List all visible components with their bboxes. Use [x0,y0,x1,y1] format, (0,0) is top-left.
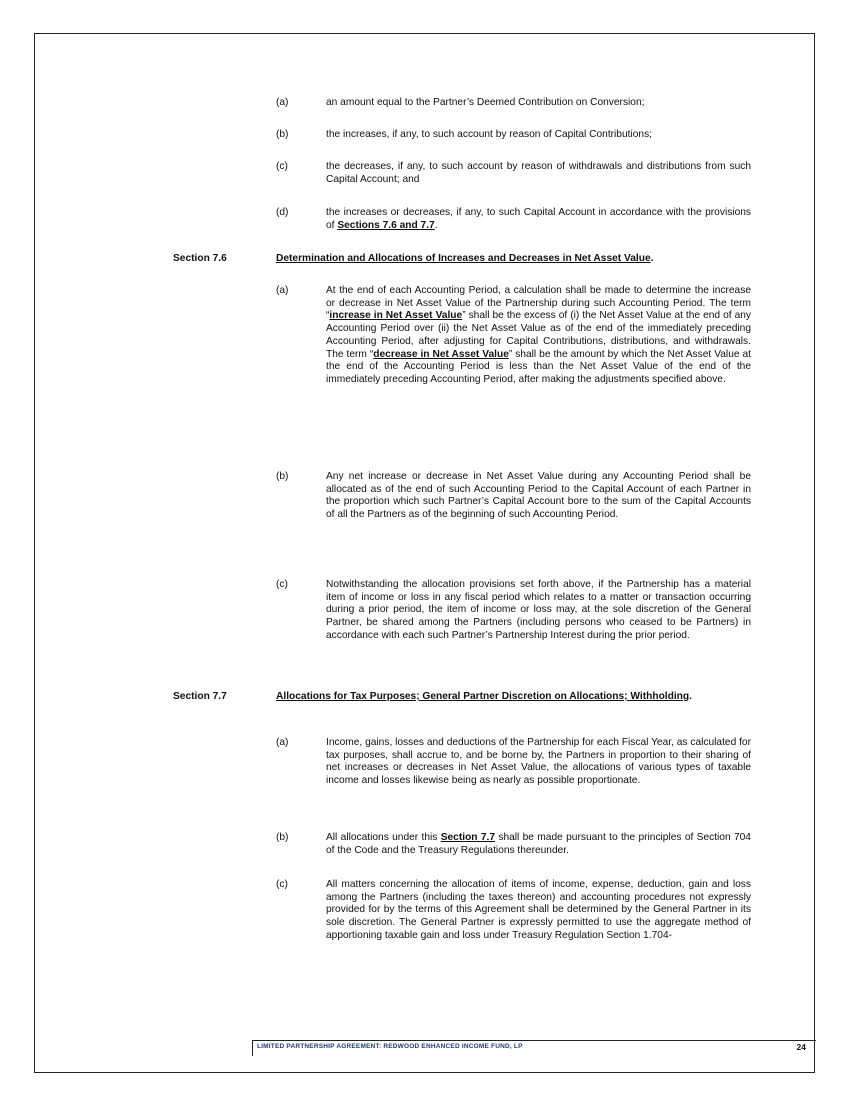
item-label: (b) [276,129,289,140]
section-title [276,253,752,266]
item-label: (b) [276,832,289,843]
item-text-pre: All allocations under this [326,832,441,843]
paragraph-part: ” shall be the amount by which the Net Asset Value at the end of the Accounting Period is less than the Net Asset Value of the end of the immediately preceding Accounting Period, after making the adjustments specified above. [326,348,752,385]
item-text: Any net increase or decrease in Net Asset Value during any Accounting Period shall be allocated as of the end of such Accounting Period to the Capital Account of each Partner in the proportion which such Partner’s Capital Account bore to the sum of the Capital Accounts of all the Partners as of the beginning of such Accounting Period. [326,471,751,521]
defined-term: decrease in Net Asset Value [373,348,509,360]
section-title [276,691,752,704]
item-label: (b) [276,471,289,482]
item-text: the decreases, if any, to such account by reason of withdrawals and distributions from such Capital Account; and [326,161,751,185]
item-text [326,285,751,387]
item-text [326,832,751,857]
section-title-text: Determination and Allocations of Increases and Decreases in Net Asset Value [276,253,651,264]
item-text: Notwithstanding the allocation provisions set forth above, if the Partnership has a material item of income or loss in any fiscal period which relates to a matter or transaction occurring during a prior period, the item of income or loss may, at the sole discretion of the General Partner, be shared among the Partners (including persons who ceased to be Partners) in accordance with each such Partner’s Partnership Interest during the prior period. [326,579,751,641]
paragraph-part: ” shall be the excess of (i) the Net Asset Value at the end of any Accounting Period over (ii) the Net Asset Value as of the end of the immediately preceding Accounting Period, after adjusting for Capital Contributions, distributions, and withdrawals. The term “ [326,310,751,360]
footer-title: LIMITED PARTNERSHIP AGREEMENT: REDWOOD ENHANCED INCOME FUND, LP [257,1043,523,1050]
section-title-end: . [650,253,654,264]
item-label: (c) [276,161,288,172]
item-text: the increases, if any, to such account by reason of Capital Contributions; [326,129,652,140]
item-text: All matters concerning the allocation of items of income, expense, deduction, gain and loss among the Partners (including the taxes thereon) and accounting procedures not expressly provided for by the terms of this Agreement shall be determined by the General Partner in its sole discretion. The General Partner is expressly permitted to use the aggregate method of apportioning taxable gain and loss under Treasury Regulation Section 1.704- [326,879,751,941]
defined-term: increase in Net Asset Value [329,310,463,322]
item-text: Income, gains, losses and deductions of the Partnership for each Fiscal Year, as calculated for tax purposes, shall accrue to, and be borne by, the Partners in proportion to their sharing of net increases or decreases in Net Asset Value, the allocations of various types of taxable income and losses likewise being as nearly as possible proportionate. [326,737,751,787]
page-content [35,34,814,1072]
item-text-post: shall be made pursuant to the principles of Section 704 of the Code and the Treasury Regulations thereunder. [326,832,751,856]
section-title-end: . [689,691,692,702]
section-number: Section 7.7 [173,691,227,702]
page-footer [252,1040,816,1056]
section-title-text: Allocations for Tax Purposes; General Partner Discretion on Allocations; Withholding [276,691,690,702]
item-label: (a) [276,97,289,108]
paragraph-part: At the end of each Accounting Period, a calculation shall be made to determine the increase or decrease in Net Asset Value of the Partnership during such Accounting Period. The term “ [326,285,751,322]
section-reference-link[interactable]: Section 7.7 [440,832,496,843]
item-label: (a) [276,285,289,296]
item-label: (c) [276,579,288,590]
item-label: (a) [276,737,289,748]
item-text-post: . [434,219,438,231]
page-number: 24 [796,1042,806,1052]
item-text: an amount equal to the Partner’s Deemed Contribution on Conversion; [326,97,645,108]
section-reference-link[interactable]: Sections 7.6 and 7.7 [337,219,435,231]
item-label: (c) [276,879,288,890]
item-text [326,207,751,232]
document-page [34,33,815,1073]
item-text-pre: the increases or decreases, if any, to such Capital Account in accordance with the provisions of [326,207,751,231]
item-label: (d) [276,207,289,218]
section-number: Section 7.6 [173,253,227,264]
